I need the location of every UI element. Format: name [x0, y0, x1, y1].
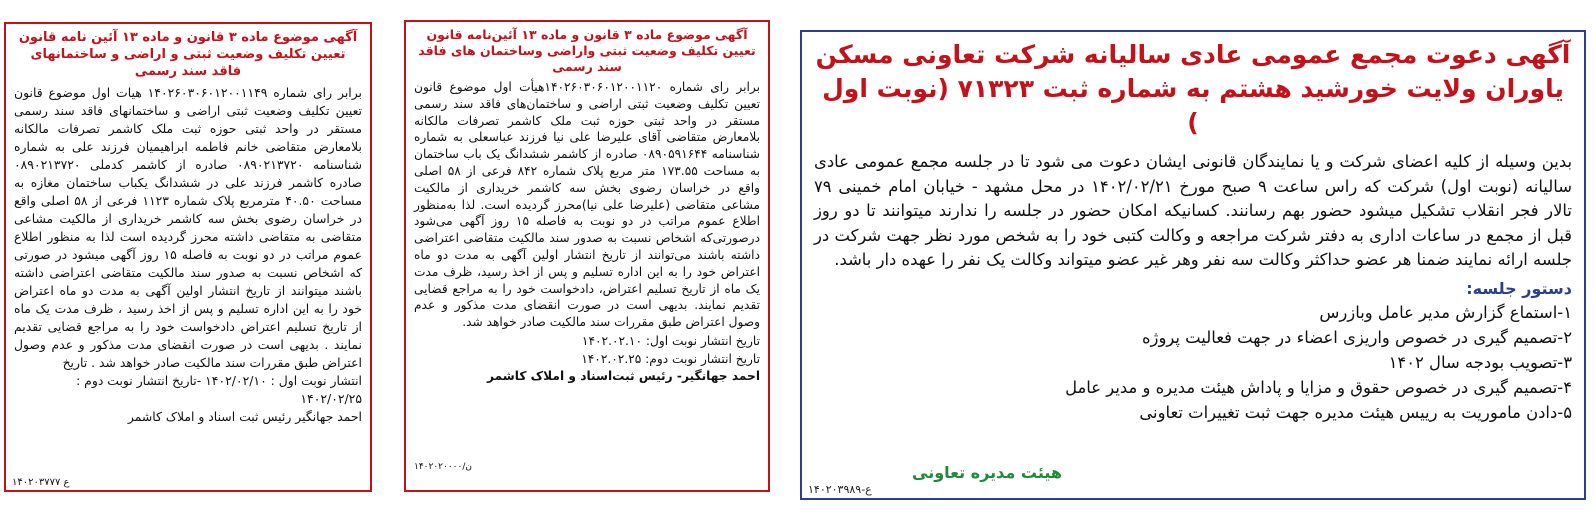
left-notice-code: ع ۱۴۰۲۰۳۷۷۷ [12, 477, 70, 488]
agenda-item: ۵-دادن ماموریت به رییس هیئت مدیره جهت ثبت تغییرات تعاونی [1139, 402, 1572, 422]
coop-notice-code: ع-۱۴۰۲۰۳۹۸۹ [808, 483, 872, 496]
left-registration-notice [4, 22, 372, 492]
left-notice-title: آگهی موضوع ماده ۳ قانون و ماده ۱۳ آئین نامه قانون تعیین تکلیف وضعیت ثبتی و اراضی و ساختمانهای فاقد سند رسمی [18, 30, 358, 79]
middle-registration-notice [404, 20, 770, 492]
agenda-heading: دستور جلسه: [1466, 278, 1572, 298]
coop-assembly-notice [800, 30, 1586, 500]
agenda-item: ۱-استماع گزارش مدیر عامل وبازرس [1319, 302, 1572, 322]
middle-notice-date-first: تاریخ انتشار نوبت اول: ۱۴۰۲.۰۲.۱۰ [581, 333, 760, 348]
middle-notice-code: ۱۴۰۲۰۲۰۰۰۰/ن [414, 462, 472, 472]
agenda-item: ۴-تصمیم گیری در خصوص حقوق و مزایا و پاداش هیئت مدیره و مدیر عامل [1065, 377, 1572, 397]
coop-notice-title-line1: آگهی دعوت مجمع عمومی عادی سالیانه شرکت تعاونی مسکن [815, 40, 1571, 69]
left-notice-dates: انتشار نوبت اول : ۱۴۰۲/۰۲/۱۰ -تاریخ انتشار نوبت دوم : ۱۴۰۲/۰۲/۲۵ [76, 373, 362, 406]
coop-board-signature: هیئت مدیره تعاونی [912, 463, 1062, 482]
middle-notice-title: آگهی موضوع ماده ۳ قانون و ماده ۱۳ آئین‌نامه قانون تعیین تکلیف وضعیت ثبتی واراضی وساختمان های فاقد سند رسمی [418, 27, 756, 74]
coop-notice-title-line2: یاوران ولایت خورشید هشتم به شماره ثبت ۷۱۳۲۳ (نوبت اول ) [822, 74, 1564, 137]
middle-notice-signature: احمد جهانگیر- رئیس ثبت‌اسناد و املاک کاشمر [487, 368, 760, 383]
left-notice-body: برابر رای شماره ۱۴۰۲۶۰۳۰۶۰۱۲۰۰۱۱۴۹ هیات اول موضوع قانون تعیین تکلیف وضعیت ثبتی اراضی و ساختمانهای فاقد سند رسمی مستقر در واحد ثبتی حوزه ثبت ملک کاشمر تصرفات مالکانه بلامعارض متقاضی خانم فاطمه ابراهیمیان فرزند علی به شماره شناسنامه ۰۸۹۰۲۱۳۷۲۰ صادره از کاشمر کدملی ۰۸۹۰۲۱۳۷۲۰ صادره کاشمر فرزند علی در ششدانگ یکباب ساختمان مغازه به مساحت ۴۰.۵۰ مترمربع پلاک شماره ۱۱۲۳ فرعی از ۵۸ اصلی واقع در خراسان رضوی بخش سه کاشمر خریداری از مالکیت مشاعی متقاضی به متقاضی داشته محرز گردیده است لذا به منظور اطلاع عموم مراتب در دو نوبت به فاصله ۱۵ روز آگهی میشود در صورتی که اشخاص نسبت به صدور سند مالکیت متقاضی اعتراضی داشته باشند میتوانند از تاریخ انتشار اولین آگهی به مدت دو ماه اعتراض خود را به این اداره تسلیم و پس از اخذ رسید ، ظرف مدت یک ماه از تاریخ تسلیم اعتراض دادخواست خود را به مراجع قضایی تقدیم نمایند . بدیهی است در صورت انقضای مدت مذکور و عدم وصول اعتراض طبق مقررات سند مالکیت صادر خواهد شد . تاریخ [14, 85, 362, 370]
middle-notice-date-second: تاریخ انتشار نوبت دوم: ۱۴۰۲.۰۲.۲۵ [581, 352, 760, 367]
middle-notice-body: برابر رای شماره ۱۴۰۲۶۰۳۰۶۰۱۲۰۰۱۱۲۰هیأت اول موضوع قانون تعیین تکلیف وضعیت ثبتی اراضی و ساختمان‌های فاقد سند رسمی مستقر در واحد ثبتی حوزه ثبت ملک کاشمر تصرفات مالکانه بلامعارض متقاضی آقای علیرضا علی نیا فرزند عباسعلی به شماره شناسنامه ۰۸۹۰۵۹۱۶۴۴ صادره از کاشمر ششدانگ یک باب ساختمان به مساحت ۱۷۳.۵۵ متر مربع پلاک شماره ۸۴۲ فرعی از ۵۸ اصلی واقع در خراسان رضوی بخش سه کاشمر خریداری از مالکیت مشاعی متقاضی (علیرضا علی نیا)محرز گردیده است. لذا به‌منظور اطلاع عموم مراتب در دو نوبت به فاصله ۱۵ روز آگهی می‌شود درصورتی‌که اشخاص نسبت به صدور سند مالکیت متقاضی اعتراضی داشته باشند می‌توانند از تاریخ انتشار اولین آگهی به مدت دو ماه اعتراض خود را به این اداره تسلیم و پس از اخذ رسید، ظرف مدت یک ماه از تاریخ تسلیم اعتراض، دادخواست خود را به مراجع قضایی تقدیم نمایند. بدیهی است در صورت انقضای مدت مذکور و عدم وصول اعتراض طبق مقررات سند مالکیت صادر خواهد شد. [414, 80, 760, 330]
agenda-item: ۲-تصمیم گیری در خصوص واریزی اعضاء در جهت فعالیت پروژه [1141, 327, 1572, 347]
left-notice-signature: احمد جهانگیر رئیس ثبت اسناد و املاک کاشمر [127, 409, 362, 424]
agenda-item: ۳-تصویب بودجه سال ۱۴۰۲ [1388, 352, 1572, 372]
coop-notice-intro: بدین وسیله از کلیه اعضای شرکت و یا نمایندگان قانونی ایشان دعوت می شود تا در جلسه مجمع عمومی عادی سالیانه (نوبت اول) شرکت که راس ساعت ۹ صبح مورخ ۱۴۰۲/۰۲/۲۱ در محل مشهد - خیابان امام خمینی ۷۹ تالار فجر انقلاب تشکیل میشود حضور بهم رسانند. کسانیکه امکان حضور در جلسه را ندارند میتوانند تا دو روز قبل از مجمع در ساعات اداری به دفتر شرکت مراجعه و وکالت کتبی خود را به شخص مورد نظر جهت شرکت در جلسه ارائه نمایند ضمنا هر عضو حداکثر وکالت سه نفر وهر غیر عضو میتواند وکالت یک نفر را عهده دار باشد. [814, 152, 1572, 269]
